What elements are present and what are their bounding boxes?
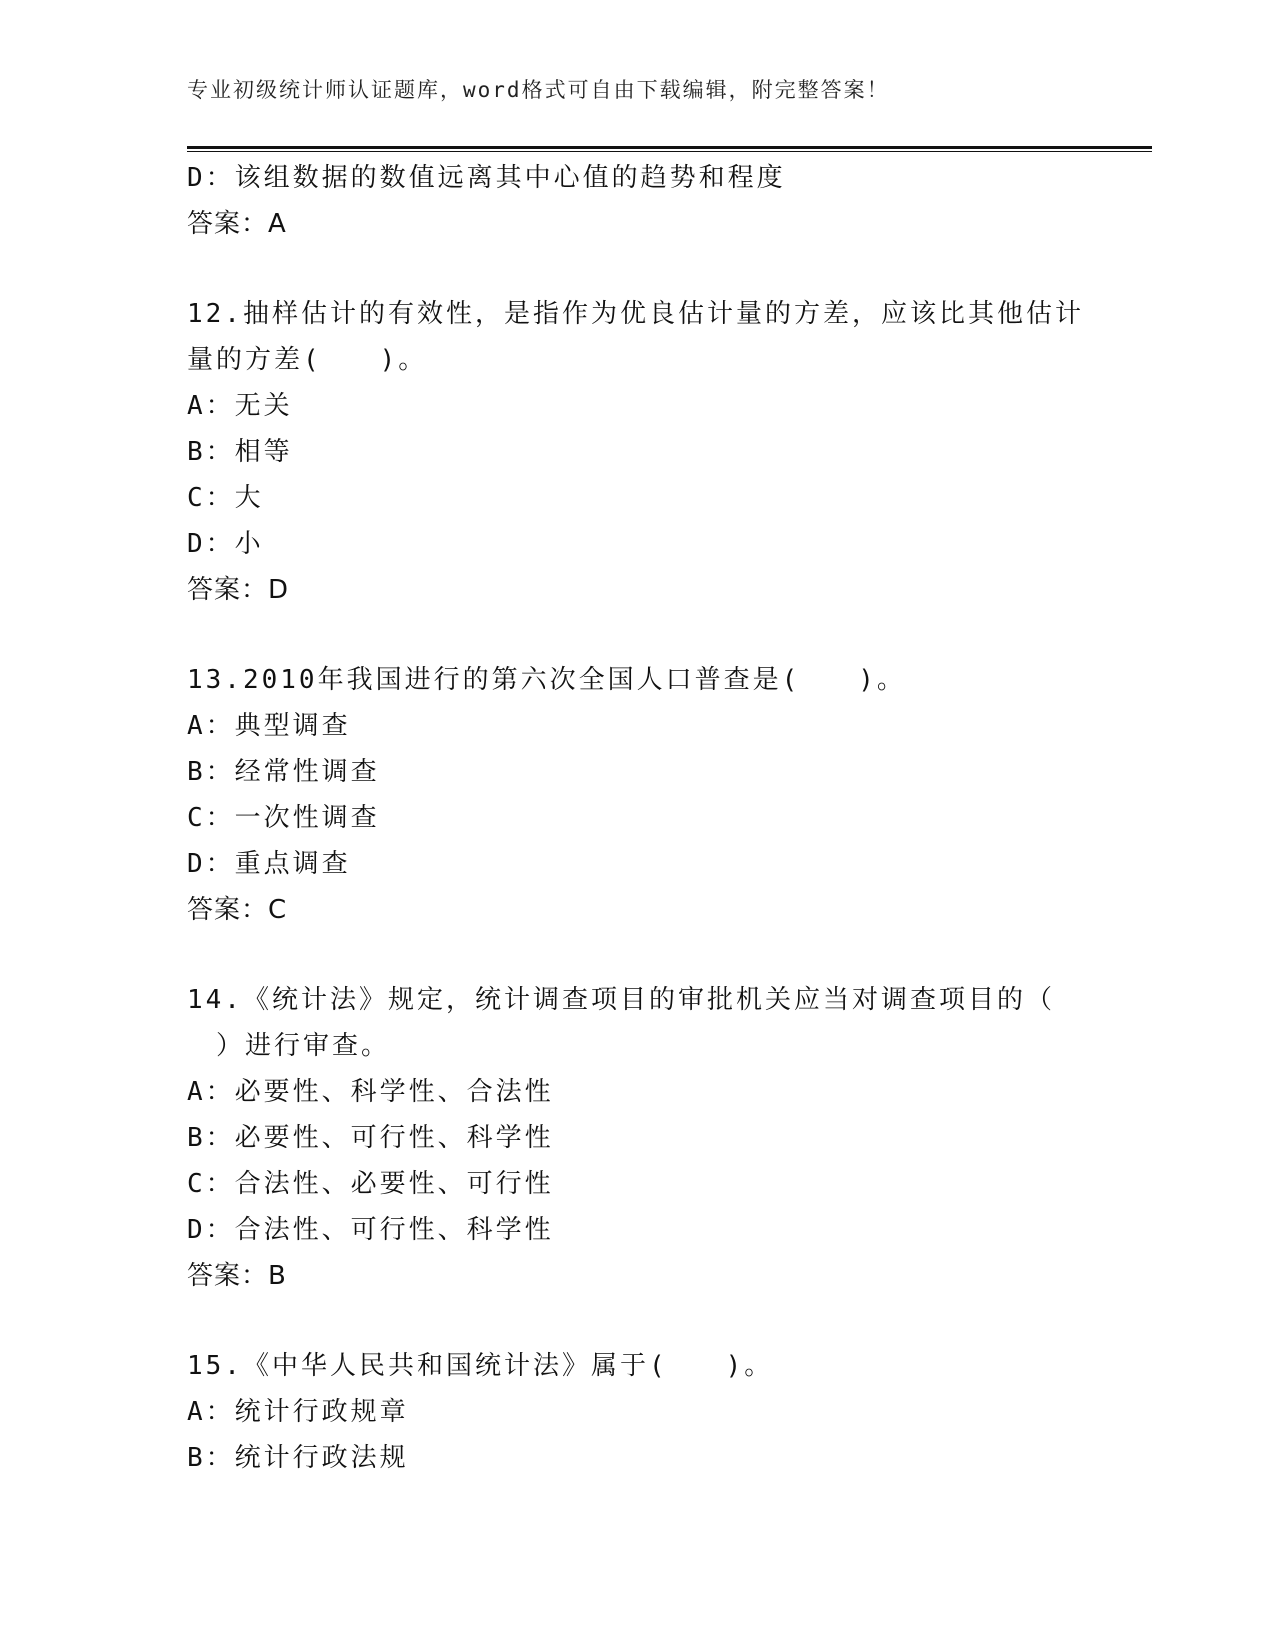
- option-a: A：无关: [187, 391, 293, 421]
- question-stem-cont: ）进行审查。: [187, 1031, 391, 1061]
- question-stem: 14.《统计法》规定，统计调查项目的审批机关应当对调查项目的（: [187, 985, 1055, 1015]
- question-stem-cont: 量的方差( )。: [187, 345, 428, 375]
- option-a: A：必要性、科学性、合法性: [187, 1077, 554, 1107]
- answer: 答案：B: [187, 1261, 287, 1291]
- option-a: A：统计行政规章: [187, 1397, 409, 1427]
- question-15: [187, 1343, 1087, 1481]
- question-stem: 15.《中华人民共和国统计法》属于( )。: [187, 1351, 774, 1381]
- header-divider: [187, 146, 1152, 149]
- option-b: B：经常性调查: [187, 757, 380, 787]
- question-13: [187, 657, 1087, 933]
- header-divider-thin: [187, 151, 1152, 152]
- question-list: [187, 155, 1087, 1481]
- option-d: D：重点调查: [187, 849, 351, 879]
- answer: 答案：A: [187, 209, 287, 239]
- option-c: C：一次性调查: [187, 803, 380, 833]
- question-14: [187, 977, 1087, 1299]
- option-b: B：统计行政法规: [187, 1443, 409, 1473]
- option-d: D：该组数据的数值远离其中心值的趋势和程度: [187, 163, 786, 193]
- page-header: 专业初级统计师认证题库，word格式可自由下载编辑，附完整答案！: [187, 78, 890, 102]
- question-12: [187, 291, 1087, 613]
- question-stem: 12.抽样估计的有效性，是指作为优良估计量的方差，应该比其他估计: [187, 299, 1084, 329]
- option-a: A：典型调查: [187, 711, 351, 741]
- option-c: C：大: [187, 483, 264, 513]
- answer: 答案：D: [187, 575, 290, 605]
- option-d: D：合法性、可行性、科学性: [187, 1215, 554, 1245]
- answer: 答案：C: [187, 895, 288, 925]
- option-c: C：合法性、必要性、可行性: [187, 1169, 554, 1199]
- option-d: D：小: [187, 529, 264, 559]
- option-b: B：必要性、可行性、科学性: [187, 1123, 554, 1153]
- question-stem: 13.2010年我国进行的第六次全国人口普查是( )。: [187, 665, 906, 695]
- option-b: B：相等: [187, 437, 293, 467]
